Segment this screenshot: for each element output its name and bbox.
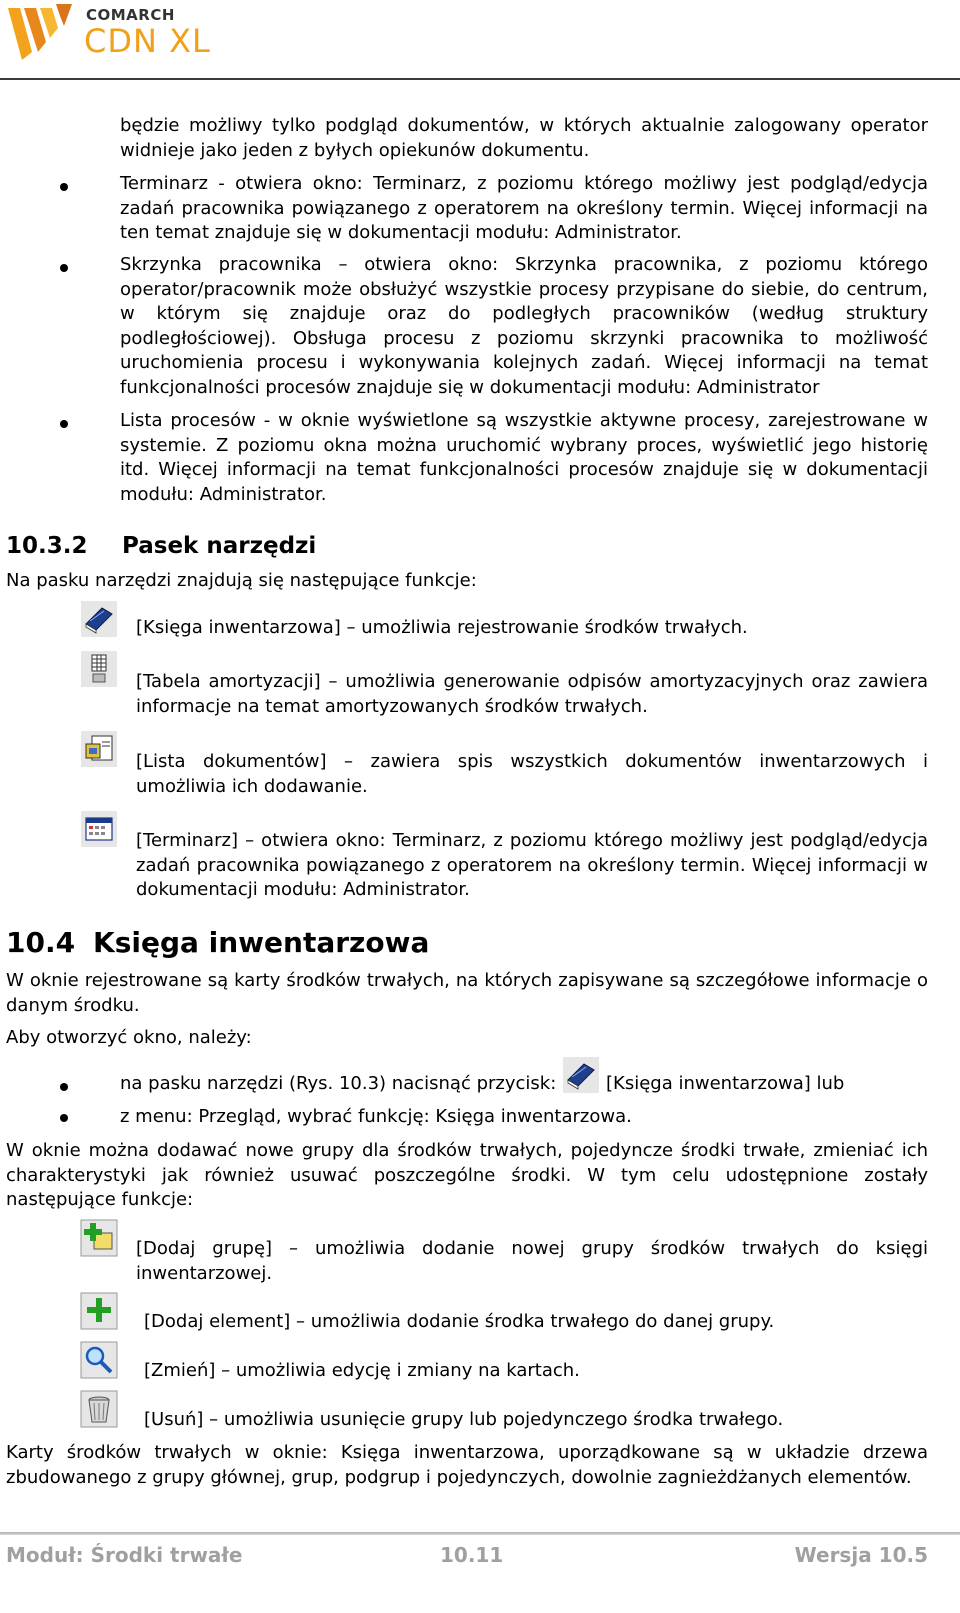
chapter-title: Księga inwentarzowa — [93, 926, 430, 959]
intro-continuation: będzie możliwy tylko podgląd dokumentów, w których aktualnie zalogowany operator widnieje jako jeden z byłych opiekunów dokumentu. — [120, 115, 928, 161]
comarch-logo-icon — [6, 2, 76, 62]
func-dodaj-element-text: [Dodaj element] – umożliwia dodanie środka trwałego do danej grupy. — [144, 1311, 775, 1332]
book-icon[interactable] — [562, 1056, 600, 1094]
delete-bin-icon — [80, 1390, 118, 1428]
section-number: 10.3.2 — [6, 533, 88, 559]
step-toolbar-button-label: [Księga inwentarzowa] lub — [606, 1073, 845, 1094]
func-dodaj-grupe-text: [Dodaj grupę] – umożliwia dodanie nowej grupy środków trwałych do księgi inwentarzowej. — [136, 1238, 928, 1284]
footer-version: Wersja 10.5 — [794, 1543, 928, 1567]
tool-tabela-text: [Tabela amortyzacji] – umożliwia generowanie odpisów amortyzacyjnych oraz zawiera informacje na temat amortyzowanych środków trwałych. — [136, 671, 928, 717]
tool-lista-dokumentow-text: [Lista dokumentów] – zawiera spis wszystkich dokumentów inwentarzowych i umożliwia ich dodawanie. — [136, 751, 928, 797]
ksiega-how-to-open: Aby otworzyć okno, należy: — [6, 1027, 252, 1048]
chapter-number: 10.4 — [6, 926, 76, 959]
bullet-lista-procesow: Lista procesów - w oknie wyświetlone są wszystkie aktywne procesy, zarejestrowane w systemie. Z poziomu okna można uruchomić wybrany proces, wyświetlić jego historię itd. Więcej informacji na temat funkcjonalności procesów znajduje się w dokumentacji modułu: Administrator. — [120, 410, 928, 505]
brand-name: COMARCH — [86, 6, 175, 24]
product-name: CDN XL — [84, 22, 211, 60]
bullet-skrzynka: Skrzynka pracownika – otwiera okno: Skrzynka pracownika, z poziomu którego operator/pracownik może obsłużyć wszystkie procesy przypisane do siebie, do centrum, w którym się znajduje oraz do podległych pracowników (według struktury podległościowej). Obsługa procesu z poziomu skrzynki pracownika to możliwość uruchomienia procesu i wykonywania kolejnych zadań. Więcej informacji na temat funkcjonalności procesów znajduje się w dokumentacji modułu: Administrator — [120, 254, 928, 398]
section-title: Pasek narzędzi — [122, 533, 317, 559]
footer-module: Moduł: Środki trwałe — [6, 1543, 243, 1567]
table-icon — [80, 650, 118, 688]
bullet-terminarz: Terminarz - otwiera okno: Terminarz, z poziomu którego możliwy jest podgląd/edycja zadań pracownika powiązanego z operatorem na określony termin. Więcej informacji na ten temat znajduje się w dokumentacji modułu: Administrator. — [120, 173, 928, 243]
ksiega-intro: W oknie rejestrowane są karty środków trwałych, na których zapisywane są szczegółowe informacje o danym środku. — [6, 970, 928, 1016]
bullet-dot — [60, 183, 68, 191]
page-header — [0, 0, 960, 80]
toolbar-lead: Na pasku narzędzi znajdują się następujące funkcje: — [6, 570, 477, 591]
func-zmien-text: [Zmień] – umożliwia edycję i zmiany na kartach. — [144, 1360, 580, 1381]
func-usun-text: [Usuń] – umożliwia usunięcie grupy lub pojedynczego środka trwałego. — [144, 1409, 784, 1430]
tool-ksiega-text: [Księga inwentarzowa] – umożliwia rejestrowanie środków trwałych. — [136, 617, 748, 638]
ksiega-tree-description: Karty środków trwałych w oknie: Księga inwentarzowa, uporządkowane są w układzie drzewa zbudowanego z grupy głównej, grup, podgrup i pojedynczych, dowolnie zagnieżdżanych elementów. — [6, 1442, 928, 1488]
add-group-icon — [80, 1219, 118, 1257]
header-divider — [0, 78, 960, 80]
bullet-dot — [60, 420, 68, 428]
bullet-dot — [60, 1083, 68, 1091]
documents-list-icon — [80, 730, 118, 768]
footer-divider — [0, 1532, 960, 1535]
ksiega-functions-intro: W oknie można dodawać nowe grupy dla środków trwałych, pojedyncze środki trwałe, zmieniać ich charakterystyki jak również usuwać poszczególne środki. W tym celu udostępnione zostały następujące funkcje: — [6, 1140, 928, 1210]
step-toolbar-text: na pasku narzędzi (Rys. 10.3) nacisnąć przycisk: — [120, 1073, 557, 1094]
footer-page-number: 10.11 — [440, 1543, 504, 1567]
edit-magnifier-icon — [80, 1341, 118, 1379]
step-menu-text: z menu: Przegląd, wybrać funkcję: Księga inwentarzowa. — [120, 1106, 632, 1127]
tool-terminarz-text: [Terminarz] – otwiera okno: Terminarz, z poziomu którego możliwy jest podgląd/edycja zadań pracownika powiązanego z operatorem na określony termin. Więcej informacji w dokumentacji modułu: Administrator. — [136, 830, 928, 900]
bullet-dot — [60, 264, 68, 272]
book-icon — [80, 600, 118, 638]
bullet-dot — [60, 1114, 68, 1122]
calendar-icon — [80, 810, 118, 848]
add-element-icon — [80, 1292, 118, 1330]
